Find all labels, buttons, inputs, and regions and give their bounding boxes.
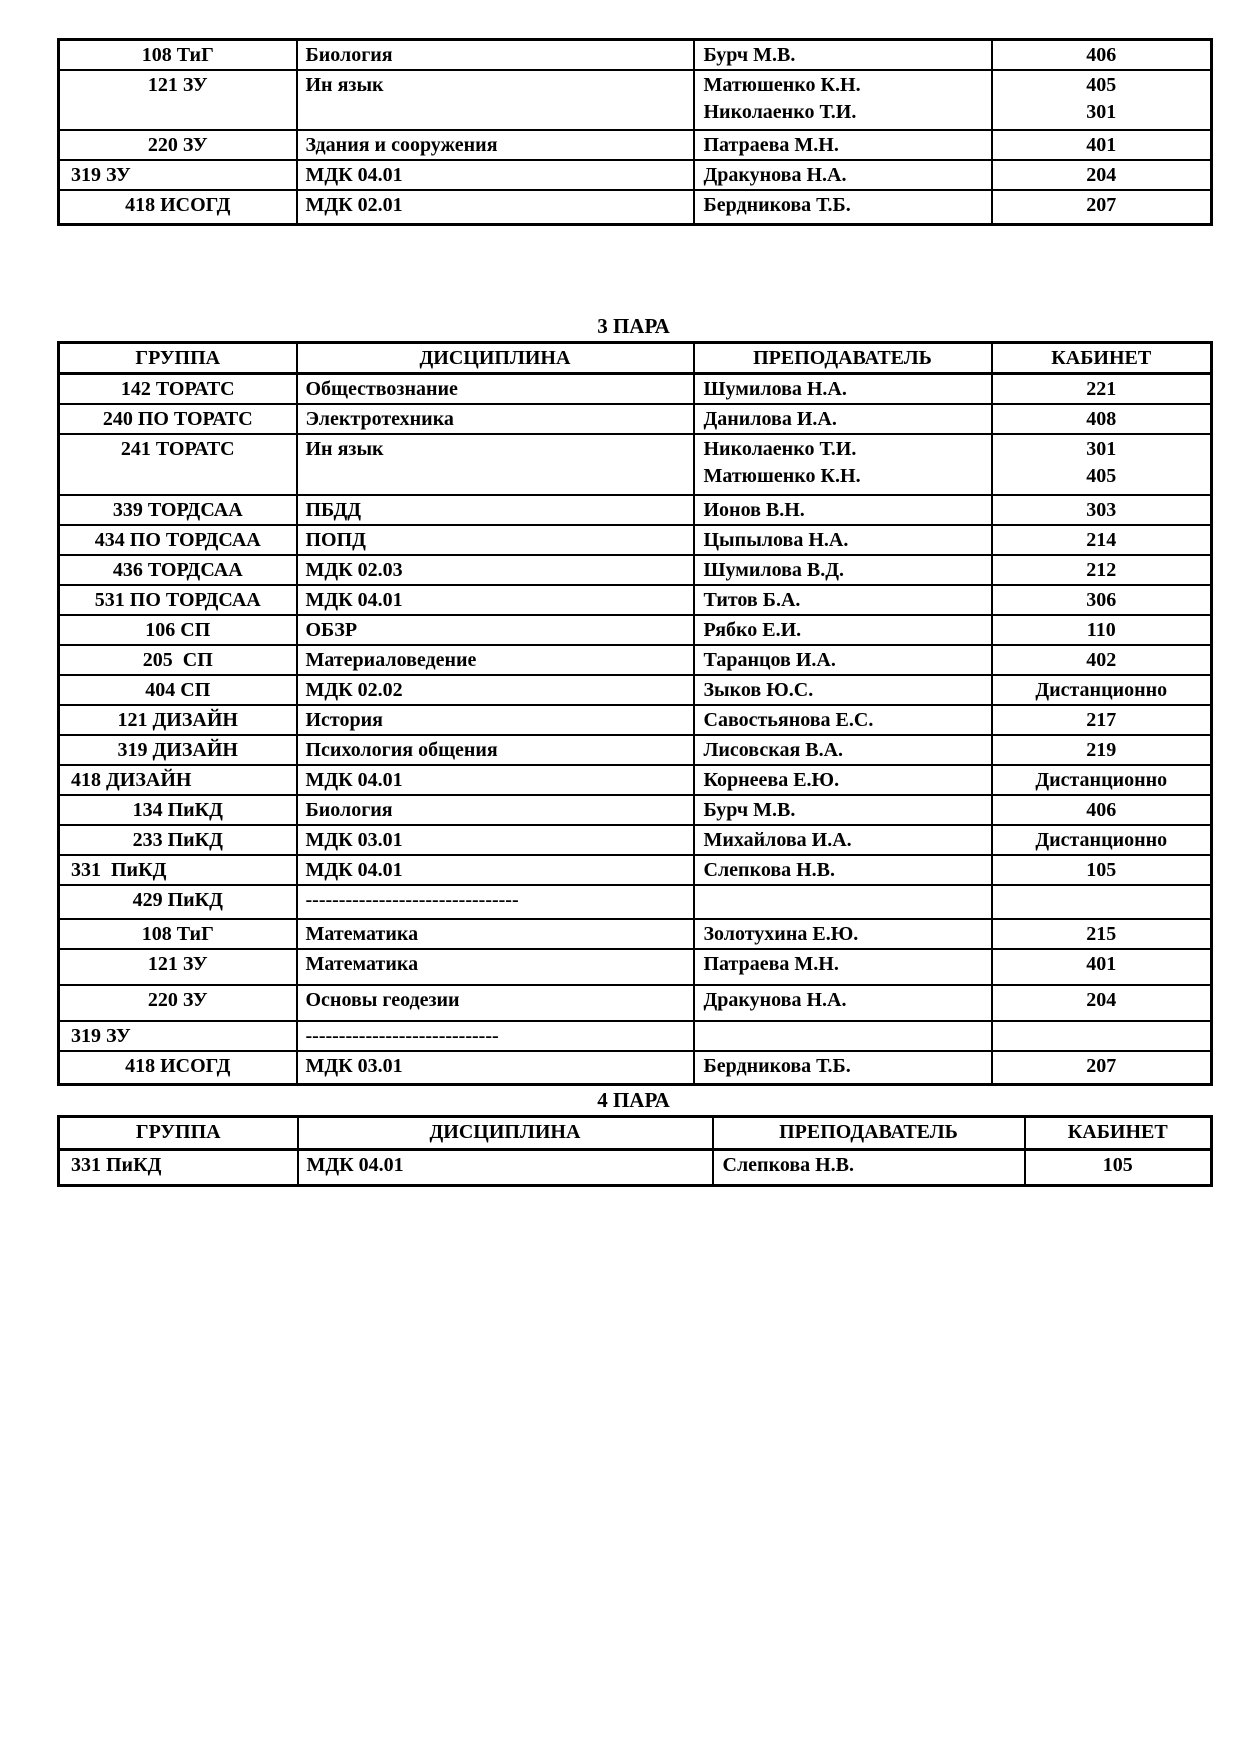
teacher-cell-line: Шумилова Н.А. [703,377,847,400]
cabinet-cell [992,735,1212,765]
cabinet-cell [992,765,1212,795]
teacher-cell-line: Матюшенко К.Н. [703,464,861,487]
group-cell-line: 434 ПО ТОРДСАА [94,528,261,551]
discipline-cell-line: МДК 04.01 [305,164,403,186]
cabinet-cell-line: 401 [1086,952,1117,975]
cabinet-cell [992,160,1212,190]
group-cell-line: 108 ТиГ [141,922,214,945]
discipline-cell-line: МДК 04.01 [306,1154,404,1176]
group-cell [59,949,297,985]
teacher-cell [694,555,992,585]
teacher-cell [694,645,992,675]
group-cell [59,434,297,495]
cabinet-cell-line [997,1023,1207,1050]
group-cell-line: 418 ИСОГД [125,1054,231,1077]
discipline-cell [297,949,694,985]
table-row [59,70,1212,130]
cabinet-cell [992,919,1212,949]
discipline-cell [297,885,694,919]
teacher-cell-line: Бердникова Т.Б. [703,1054,851,1077]
cabinet-cell-line: 217 [1086,708,1117,731]
cabinet-cell-line: 402 [1086,648,1117,671]
teacher-cell-line: Цыпылова Н.А. [703,528,849,551]
cabinet-cell [992,615,1212,645]
group-cell [59,1021,297,1051]
cabinet-cell-line: 405 [1086,464,1117,487]
discipline-cell [297,70,694,130]
group-cell-line: 331 ПиКД [71,1154,162,1176]
group-cell [59,555,297,585]
column-header-cabinet-cell: КАБИНЕТ [992,342,1212,373]
discipline-cell-line: Материаловедение [305,648,477,671]
cabinet-cell-line: 221 [1086,377,1117,400]
group-cell [59,404,297,434]
table-row [59,825,1212,855]
group-cell [59,885,297,919]
discipline-cell [297,985,694,1021]
teacher-cell [694,404,992,434]
teacher-cell-line: Патраева М.Н. [703,134,839,156]
pair-4-section [57,1088,1210,1187]
discipline-cell-line: МДК 04.01 [305,588,403,611]
group-cell [59,495,297,525]
cabinet-cell [992,555,1212,585]
table-row [59,765,1212,795]
group-cell-line: 121 ЗУ [147,952,208,975]
group-cell [59,675,297,705]
group-cell [59,735,297,765]
group-cell [59,40,297,71]
discipline-cell [297,705,694,735]
table-row [59,645,1212,675]
table-row [59,885,1212,919]
pair-4-table [57,1115,1213,1187]
column-header-teacher-cell: ПРЕПОДАВАТЕЛЬ [713,1117,1025,1150]
table-row [59,985,1212,1021]
cabinet-cell [992,40,1212,71]
cabinet-cell-line: 207 [1086,194,1117,216]
teacher-cell [694,1051,992,1085]
discipline-cell [297,495,694,525]
cabinet-cell [992,373,1212,404]
group-cell-line: 331 ПиКД [71,858,167,881]
group-cell [59,525,297,555]
teacher-cell-line: Титов Б.А. [703,588,801,611]
teacher-cell-line: Николаенко Т.И. [703,437,857,460]
group-cell-line: 142 ТОРАТС [120,377,235,400]
cabinet-cell [992,885,1212,919]
cabinet-cell [992,525,1212,555]
teacher-cell-line: Бурч М.В. [703,798,796,821]
discipline-cell [297,825,694,855]
discipline-cell [298,1150,713,1186]
discipline-cell [297,795,694,825]
cabinet-cell [992,1051,1212,1085]
teacher-cell-line: Михайлова И.А. [703,828,852,851]
table-row [59,130,1212,160]
header-row [59,1117,1212,1150]
cabinet-cell-line: 214 [1086,528,1117,551]
teacher-cell-line: Бердникова Т.Б. [703,194,851,216]
cabinet-cell-line: 408 [1086,407,1117,430]
group-cell-line: 319 ЗУ [71,164,131,186]
cabinet-cell-line [997,887,1207,914]
pair-4-heading: 4 ПАРА [597,1088,670,1112]
discipline-cell [297,404,694,434]
column-header-discipline-cell: ДИСЦИПЛИНА [297,342,694,373]
discipline-cell-line: МДК 04.01 [305,858,403,881]
cabinet-cell-line: 406 [1086,798,1117,821]
cabinet-cell [992,1021,1212,1051]
cabinet-cell [992,585,1212,615]
group-cell [59,130,297,160]
table-row [59,555,1212,585]
table-row [59,404,1212,434]
teacher-cell [694,495,992,525]
teacher-cell-line: Корнеева Е.Ю. [703,768,840,791]
discipline-cell [297,434,694,495]
table-row [59,855,1212,885]
teacher-cell-line: Слепкова Н.В. [703,858,836,881]
teacher-cell [694,525,992,555]
table-row [59,40,1212,71]
cabinet-cell [992,70,1212,130]
group-cell [59,70,297,130]
group-cell-line: 404 СП [145,678,211,701]
table-row [59,675,1212,705]
group-cell-line: 233 ПиКД [132,828,223,851]
discipline-cell-line: МДК 02.03 [305,558,403,581]
group-cell-line: 220 ЗУ [147,988,208,1011]
teacher-cell [694,373,992,404]
cabinet-cell [992,434,1212,495]
table-row [59,949,1212,985]
teacher-cell-line: Бурч М.В. [703,44,796,66]
header-row [59,342,1212,373]
group-cell [59,985,297,1021]
table-row [59,735,1212,765]
table-row [59,373,1212,404]
cabinet-cell-line: 105 [1086,858,1117,881]
group-cell-line: 240 ПО ТОРАТС [102,407,253,430]
teacher-cell [694,705,992,735]
cabinet-cell-line: 306 [1086,588,1117,611]
discipline-cell-line: Здания и сооружения [305,134,498,156]
table-row [59,495,1212,525]
discipline-cell-line: Обществознание [305,377,458,400]
teacher-cell-line [704,1023,985,1050]
column-header-discipline-cell: ДИСЦИПЛИНА [298,1117,713,1150]
discipline-cell [297,735,694,765]
table-row [59,1021,1212,1051]
discipline-cell [297,373,694,404]
group-cell-line: 134 ПиКД [132,798,223,821]
discipline-cell [297,1051,694,1085]
teacher-cell [694,585,992,615]
cabinet-cell-line: 207 [1086,1054,1117,1077]
teacher-cell [694,70,992,130]
teacher-cell [694,130,992,160]
teacher-cell [694,735,992,765]
group-cell [59,190,297,224]
group-cell-line: 108 ТиГ [141,44,214,66]
discipline-cell-line: МДК 03.01 [305,1054,403,1077]
table-row [59,434,1212,495]
cabinet-cell [992,495,1212,525]
discipline-cell-line: Ин язык [305,437,384,460]
group-cell-line: 418 ИСОГД [125,194,231,216]
discipline-cell [297,525,694,555]
cabinet-cell [992,855,1212,885]
discipline-cell [297,555,694,585]
cabinet-cell-line: 301 [1086,437,1117,460]
group-cell-line: 121 ДИЗАЙН [117,708,238,731]
group-cell [59,373,297,404]
teacher-cell-line: Патраева М.Н. [703,952,839,975]
teacher-cell [713,1150,1025,1186]
teacher-cell-line: Таранцов И.А. [703,648,836,671]
group-cell [59,795,297,825]
group-cell [59,645,297,675]
cabinet-cell [992,130,1212,160]
cabinet-cell-line: 215 [1086,922,1117,945]
discipline-cell-line: ----------------------------- [305,1024,499,1047]
discipline-cell-line: ПБДД [305,498,362,521]
cabinet-cell-line: 301 [1086,101,1117,123]
group-cell-line: 436 ТОРДСАА [112,558,243,581]
discipline-cell-line: Основы геодезии [305,988,460,1011]
cabinet-cell [992,190,1212,224]
table-row [59,919,1212,949]
group-cell [59,765,297,795]
cabinet-cell-line: 212 [1086,558,1117,581]
discipline-cell-line: МДК 02.02 [305,678,403,701]
cabinet-cell [992,645,1212,675]
table-row [59,1051,1212,1085]
group-cell-line: 531 ПО ТОРДСАА [94,588,261,611]
cabinet-cell-line: 204 [1086,988,1117,1011]
discipline-cell-line: Биология [305,44,393,66]
discipline-cell-line: История [305,708,383,731]
teacher-cell [694,765,992,795]
cabinet-cell-line: 204 [1086,164,1117,186]
discipline-cell [297,855,694,885]
group-cell-line: 429 ПиКД [132,888,223,911]
teacher-cell-line: Дракунова Н.А. [703,164,847,186]
discipline-cell [297,585,694,615]
cabinet-cell [992,404,1212,434]
discipline-cell-line: Электротехника [305,407,454,430]
discipline-cell-line: ПОПД [305,528,366,551]
discipline-cell-line: Психология общения [305,738,498,761]
group-cell-line: 205 СП [142,648,213,671]
group-cell [59,585,297,615]
teacher-cell [694,434,992,495]
column-header-group-cell: ГРУППА [59,1117,298,1150]
discipline-cell-line: Биология [305,798,393,821]
teacher-cell-line: Рябко Е.И. [703,618,802,641]
group-cell [59,825,297,855]
discipline-cell-line: ОБЗР [305,618,358,641]
teacher-cell-line [704,887,985,914]
teacher-cell [694,160,992,190]
cabinet-cell-line: Дистанционно [1035,768,1168,791]
discipline-cell [297,190,694,224]
teacher-cell-line: Лисовская В.А. [703,738,844,761]
teacher-cell [694,885,992,919]
teacher-cell [694,1021,992,1051]
cabinet-cell-line: 406 [1086,44,1117,66]
cabinet-cell-line: 303 [1086,498,1117,521]
column-header-group-cell: ГРУППА [59,342,297,373]
teacher-cell-line: Николаенко Т.И. [703,101,857,123]
pair-2-table [57,38,1213,226]
teacher-cell-line: Дракунова Н.А. [703,988,847,1011]
group-cell-line: 121 ЗУ [147,74,208,96]
discipline-cell-line: Ин язык [305,74,384,96]
teacher-cell [694,919,992,949]
cabinet-cell-line: 401 [1086,134,1117,156]
cabinet-cell-line: Дистанционно [1035,678,1168,701]
teacher-cell-line: Савостьянова Е.С. [703,708,874,731]
group-cell-line: 339 ТОРДСАА [112,498,243,521]
table-row [59,160,1212,190]
discipline-cell [297,645,694,675]
discipline-cell-line: -------------------------------- [305,888,519,911]
discipline-cell-line: Математика [305,922,419,945]
discipline-cell [297,615,694,645]
pair-3-table [57,341,1213,1087]
teacher-cell [694,949,992,985]
teacher-cell [694,795,992,825]
group-cell-line: 106 СП [145,618,211,641]
pair-3-heading: 3 ПАРА [597,313,670,338]
teacher-cell-line: Ионов В.Н. [703,498,805,521]
discipline-cell [297,160,694,190]
cabinet-cell [992,985,1212,1021]
cabinet-cell [992,795,1212,825]
cabinet-cell [992,675,1212,705]
cabinet-cell [992,825,1212,855]
group-cell [59,1051,297,1085]
cabinet-cell-line: 105 [1102,1154,1133,1176]
teacher-cell [694,985,992,1021]
teacher-cell-line: Слепкова Н.В. [722,1154,855,1176]
table-row [59,1150,1212,1186]
table-row [59,615,1212,645]
teacher-cell [694,40,992,71]
cabinet-cell-line: 110 [1086,618,1116,641]
cabinet-cell-line: 219 [1086,738,1117,761]
cabinet-cell-line: 405 [1086,74,1117,96]
teacher-cell [694,190,992,224]
discipline-cell [297,40,694,71]
teacher-cell [694,855,992,885]
group-cell [59,615,297,645]
table-row [59,705,1212,735]
teacher-cell [694,825,992,855]
table-row [59,585,1212,615]
discipline-cell-line: МДК 04.01 [305,768,403,791]
group-cell-line: 241 ТОРАТС [120,437,235,460]
group-cell [59,705,297,735]
teacher-cell-line: Зыков Ю.С. [703,678,814,701]
teacher-cell-line: Матюшенко К.Н. [703,74,861,96]
discipline-cell-line: МДК 02.01 [305,194,403,216]
teacher-cell [694,675,992,705]
discipline-cell-line: МДК 03.01 [305,828,403,851]
teacher-cell-line: Данилова И.А. [703,407,837,430]
discipline-cell-line: Математика [305,952,419,975]
group-cell [59,919,297,949]
group-cell [59,160,297,190]
teacher-cell-line: Шумилова В.Д. [703,558,844,581]
discipline-cell [297,675,694,705]
group-cell-line: 319 ДИЗАЙН [117,738,238,761]
group-cell-line: 418 ДИЗАЙН [71,768,192,791]
group-cell [59,855,297,885]
pair-2-section [57,38,1210,226]
column-header-teacher-cell: ПРЕПОДАВАТЕЛЬ [694,342,992,373]
cabinet-cell [992,705,1212,735]
group-cell-line: 220 ЗУ [147,134,208,156]
column-header-cabinet-cell: КАБИНЕТ [1025,1117,1212,1150]
cabinet-cell [1025,1150,1212,1186]
table-row [59,795,1212,825]
teacher-cell [694,615,992,645]
discipline-cell [297,130,694,160]
teacher-cell-line: Золотухина Е.Ю. [703,922,859,945]
discipline-cell [297,919,694,949]
table-row [59,525,1212,555]
group-cell-line: 319 ЗУ [71,1024,131,1047]
discipline-cell [297,1021,694,1051]
discipline-cell [297,765,694,795]
pair-3-section [57,314,1210,1087]
cabinet-cell-line: Дистанционно [1035,828,1168,851]
table-row [59,190,1212,224]
group-cell [59,1150,298,1186]
cabinet-cell [992,949,1212,985]
